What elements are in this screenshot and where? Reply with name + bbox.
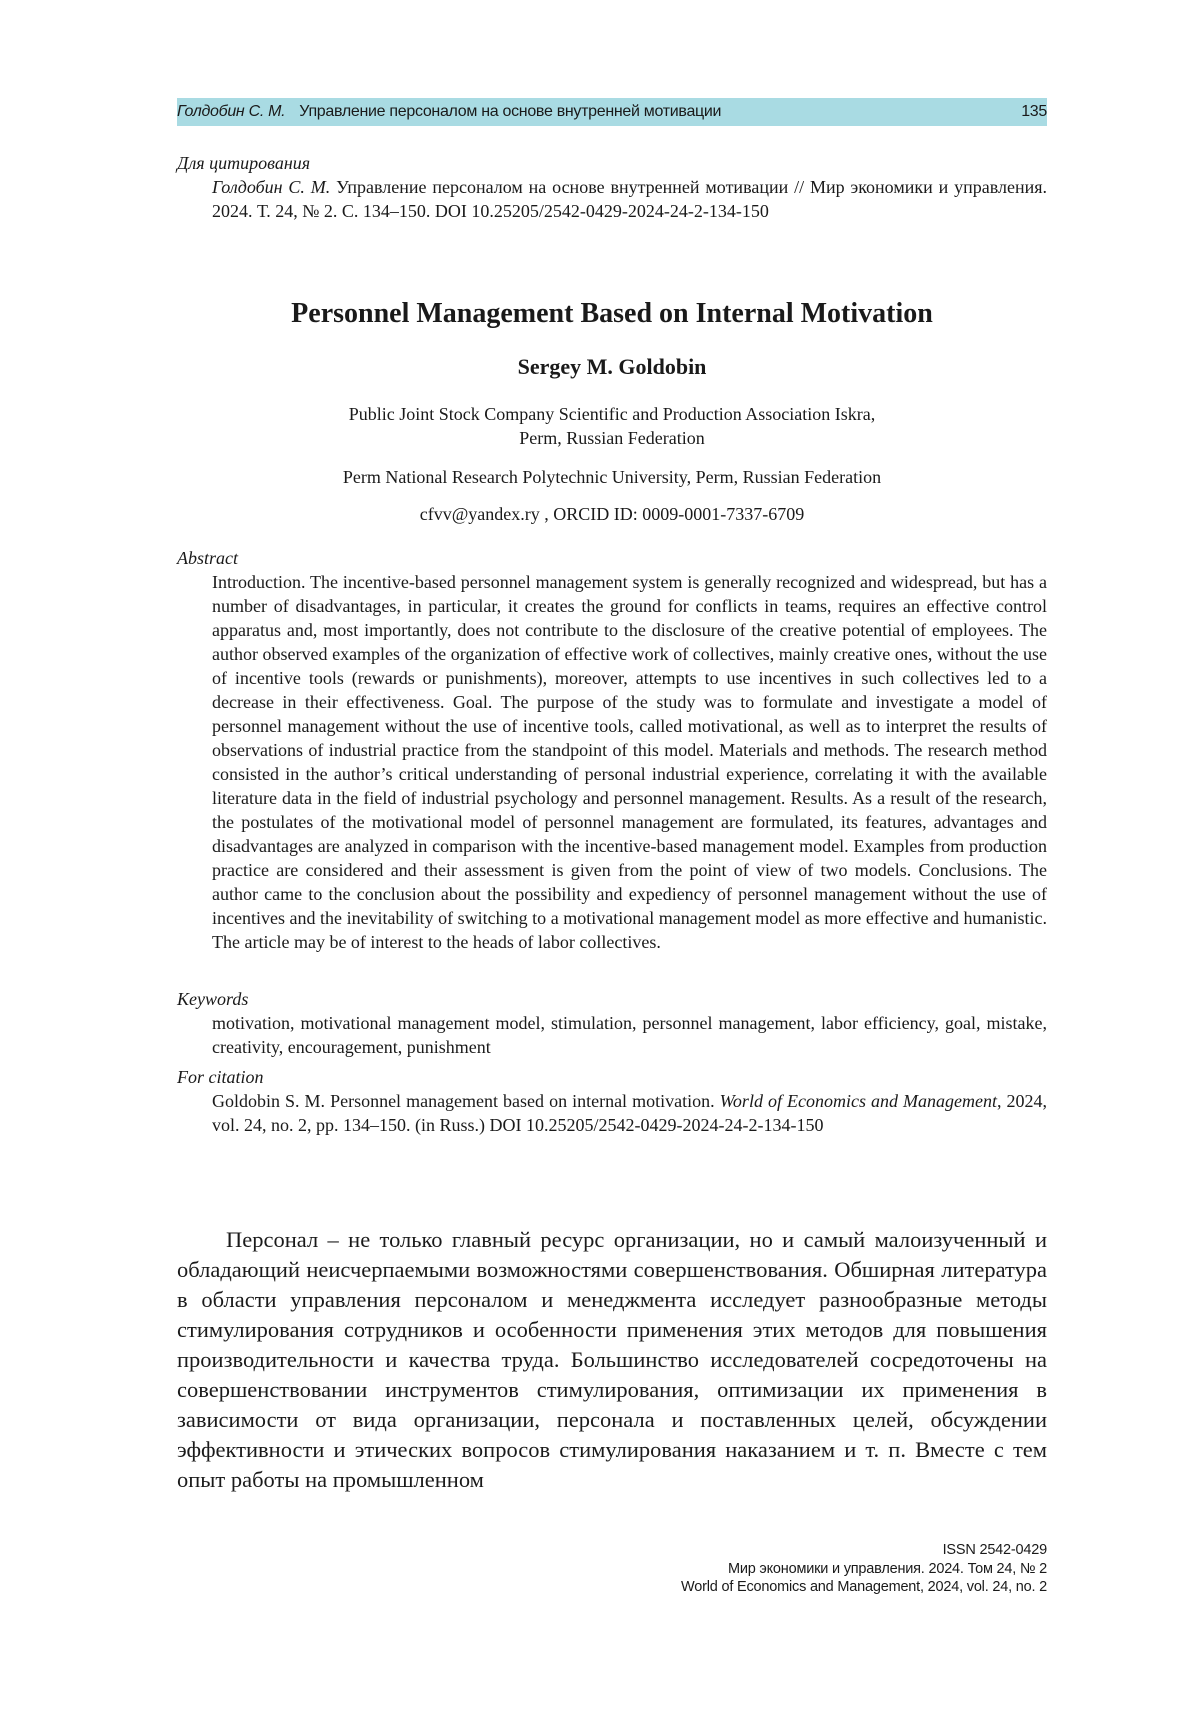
citation-ru-author: Голдобин С. М. xyxy=(212,177,331,197)
citation-ru-body: Управление персоналом на основе внутренней мотивации // Мир экономики и управления. 2024. Т. 24, № 2. С. 134–150. DOI 10.25205/2542-0429-2024-24-2-134-150 xyxy=(212,177,1047,221)
abstract-text: Introduction. The incentive-based personnel management system is generally recognized and widespread, but has a number of disadvantages, in particular, it creates the ground for conflicts in teams, requires an effective control apparatus and, most importantly, does not contribute to the disclosure of the creative potential of employees. The author observed examples of the organization of effective work of collectives, mainly creative ones, without the use of incentive tools (rewards or punishments), moreover, attempts to use incentives in such collectives led to a decrease in their effectiveness. Goal. The purpose of the study was to formulate and investigate a model of personnel management without the use of incentive tools, called motivational, as well as to interpret the results of observations of industrial practice from the standpoint of this model. Materials and methods. The research method consisted in the author’s critical understanding of personal industrial experience, correlating it with the available literature data in the field of industrial psychology and personnel management. Results. As a result of the research, the postulates of the motivational model of personnel management are formulated, its features, advantages and disadvantages are analyzed in comparison with the incentive-based management model. Examples from production practice are considered and their assessment is given from the point of view of two models. Conclusions. The author came to the conclusion about the possibility and expediency of personnel management without the use of incentives and the inevitability of switching to a motivational management model as more effective and humanistic. The article may be of interest to the heads of labor collectives. xyxy=(212,572,1047,952)
running-header xyxy=(177,98,1047,126)
page-number: 135 xyxy=(1021,103,1047,120)
citation-en-after: , 2024, vol. 24, no. 2, pp. 134–150. (in Russ.) DOI 10.25205/2542-0429-2024-24-2-134-150 xyxy=(212,1091,1048,1135)
affiliation-2: Perm National Research Polytechnic University, Perm, Russian Federation xyxy=(342,467,882,487)
author-contact: cfvv@yandex.ry , ORCID ID: 0009-0001-7337-6709 xyxy=(419,504,805,524)
affiliation-1-line1: Public Joint Stock Company Scientific and Production Association Iskra, xyxy=(348,404,876,424)
citation-en-journal: World of Economics and Management xyxy=(719,1091,997,1111)
body-paragraph: Персонал – не только главный ресурс организации, но и самый малоизученный и обладающий неисчерпаемыми возможностями совершенствования. Обширная литература в области управления персоналом и менеджмента исследует разнообразные методы стимулирования сотрудников и особенности применения этих методов для повышения производительности и качества труда. Большинство исследователей сосредоточены на совершенствовании инструментов стимулирования, оптимизации их применения в зависимости от вида организации, персонала и поставленных целей, обсуждении эффективности и этических вопросов стимулирования наказанием и т. п. Вместе с тем опыт работы на промышленном xyxy=(177,1227,1047,1492)
citation-en-label: For citation xyxy=(177,1067,264,1087)
affiliation-1-line2: Perm, Russian Federation xyxy=(519,428,705,448)
footer-journal-ru: Мир экономики и управления. 2024. Том 24, № 2 xyxy=(727,1560,1047,1577)
keywords-label: Keywords xyxy=(177,989,249,1009)
citation-ru xyxy=(177,151,1047,223)
header-title: Управление персоналом на основе внутренней мотивации xyxy=(299,103,722,120)
footer-issn: ISSN 2542-0429 xyxy=(942,1542,1047,1558)
abstract-label: Abstract xyxy=(177,548,238,568)
footer-journal-en: World of Economics and Management, 2024, vol. 24, no. 2 xyxy=(681,1579,1047,1595)
page-footer xyxy=(177,1541,1047,1597)
article-title: Personnel Management Based on Internal Motivation xyxy=(291,298,933,329)
article-author: Sergey M. Goldobin xyxy=(517,354,707,379)
abstract-section xyxy=(177,546,1047,954)
citation-ru-text xyxy=(212,175,1047,223)
header-author: Голдобин С. М. xyxy=(177,103,286,120)
citation-en xyxy=(177,1065,1047,1137)
keywords-text: motivation, motivational management model, stimulation, personnel management, labor efficiency, goal, mistake, creativity, encouragement, punishment xyxy=(212,1013,1047,1057)
keywords-section xyxy=(177,987,1047,1059)
citation-en-text xyxy=(212,1089,1047,1137)
citation-en-before: Goldobin S. M. Personnel management based on internal motivation. xyxy=(212,1091,720,1111)
affiliation-1 xyxy=(177,402,1047,450)
citation-ru-label: Для цитирования xyxy=(177,153,311,173)
